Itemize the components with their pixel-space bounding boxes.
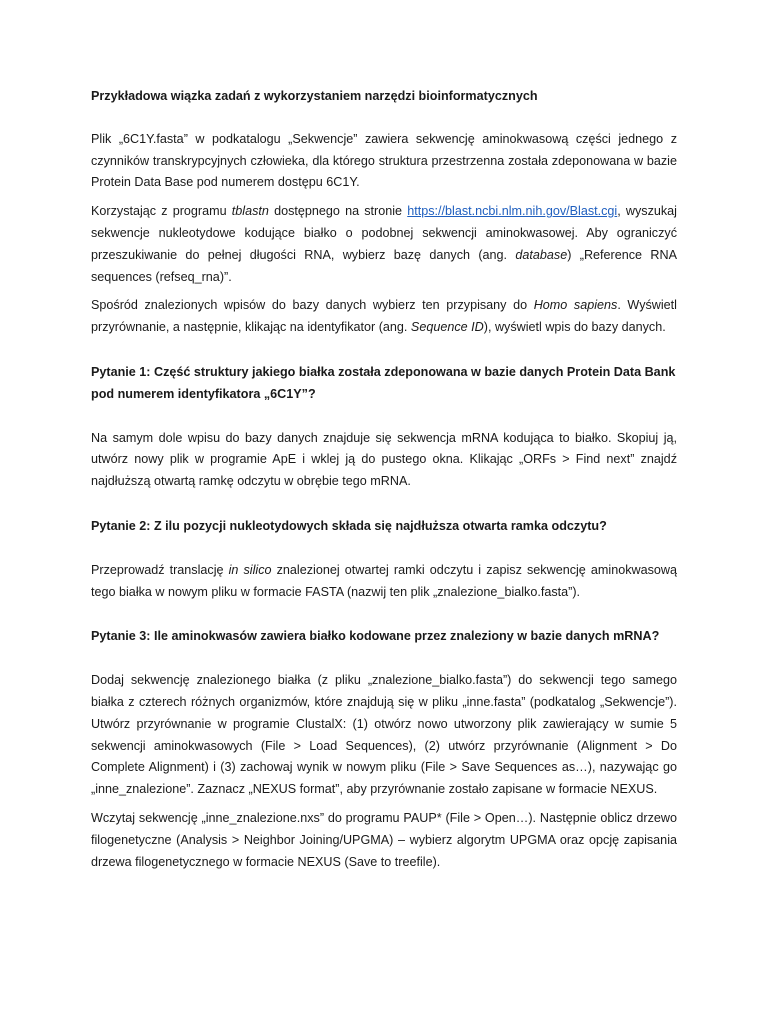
term-database: database: [515, 247, 568, 262]
text-segment: dostępnego na stronie: [268, 204, 408, 219]
paragraph-translation: [91, 560, 677, 604]
paragraph-homo-sapiens: [91, 295, 677, 339]
text-segment: , wyszukaj sekwencje nukleotydowe kodujące białko o podobnej sekwencji aminokwasowej. Aby ograniczyć przeszukiwanie do pełnej długości RNA, wybierz bazę danych (ang.: [91, 204, 677, 262]
species-name: Homo sapiens: [533, 298, 618, 313]
paragraph-tblastn: [91, 201, 677, 288]
text-segment: ) „Reference RNA sequences (refseq_rna)”.: [91, 247, 677, 284]
paragraph-paup: Wczytaj sekwencję „inne_znalezione.nxs” do programu PAUP* (File > Open…). Następnie oblicz drzewo filogenetyczne (Analysis > Neighbor Joining/UPGMA) – wybierz algorytm UPGMA oraz opcję zapisania drzewa filogenetycznego w formacie NEXUS (Save to treefile).: [91, 810, 677, 869]
paragraph-clustalx: Dodaj sekwencję znalezionego białka (z pliku „znalezione_bialko.fasta”) do sekwencji tego samego białka z czterech różnych organizmów, które znajdują się w pliku „inne.fasta” (podkatalog „Sekwencje”). Utwórz przyrównanie w programie ClustalX: (1) otwórz nowo utworzony plik zawierający w sumie 5 sekwencji aminokwasowych (File > Load Sequences), (2) utwórz przyrównanie (Alignment > Do Complete Alignment) i (3) zachowaj wynik w nowym pliku (File > Save Sequences as…), nazywając go „inne_znalezione”. Zaznacz „NEXUS format”, aby przyrównanie zostało zapisane w formacie NEXUS.: [91, 673, 677, 797]
question-2: Pytanie 2: Z ilu pozycji nukleotydowych składa się najdłuższa otwarta ramka odczytu?: [91, 518, 607, 533]
text-segment: ), wyświetl wpis do bazy danych.: [483, 320, 666, 335]
blast-link[interactable]: https://blast.ncbi.nlm.nih.gov/Blast.cgi: [407, 204, 618, 219]
document-page: [91, 86, 677, 880]
term-sequence-id: Sequence ID: [410, 320, 484, 335]
text-segment: . Wyświetl przyrównanie, a następnie, klikając na identyfikator (ang.: [91, 298, 677, 335]
tool-name: tblastn: [231, 204, 269, 219]
paragraph-fasta-file: Plik „6C1Y.fasta” w podkatalogu „Sekwencje” zawiera sekwencję aminokwasową części jednego z czynników transkrypcyjnych człowieka, dla którego struktura przestrzenna została zdeponowana w bazie Protein Data Base pod numerem dostępu 6C1Y.: [91, 131, 677, 190]
text-segment: Korzystając z programu: [91, 204, 232, 219]
question-1: Pytanie 1: Część struktury jakiego białka została zdeponowana w bazie danych Protein Data Bank pod numerem identyfikatora „6C1Y”?: [91, 364, 676, 401]
text-segment: Spośród znalezionych wpisów do bazy danych wybierz ten przypisany do: [91, 298, 534, 313]
paragraph-ape-orf: Na samym dole wpisu do bazy danych znajduje się sekwencja mRNA kodująca to białko. Skopiuj ją, utwórz nowy plik w programie ApE i wklej ją do pustego okna. Klikając „ORFs > Find next” znajdź najdłuższą otwartą ramkę odczytu w obrębie tego mRNA.: [91, 430, 677, 489]
term-in-silico: in silico: [228, 562, 272, 577]
document-title: Przykładowa wiązka zadań z wykorzystaniem narzędzi bioinformatycznych: [91, 89, 538, 103]
question-3: Pytanie 3: Ile aminokwasów zawiera białko kodowane przez znaleziony w bazie danych mRNA?: [91, 629, 660, 644]
text-segment: znalezionej otwartej ramki odczytu i zapisz sekwencję aminokwasową tego białka w nowym pliku w formacie FASTA (nazwij ten plik „znalezione_bialko.fasta”).: [91, 562, 677, 599]
text-segment: Przeprowadź translację: [91, 562, 229, 577]
